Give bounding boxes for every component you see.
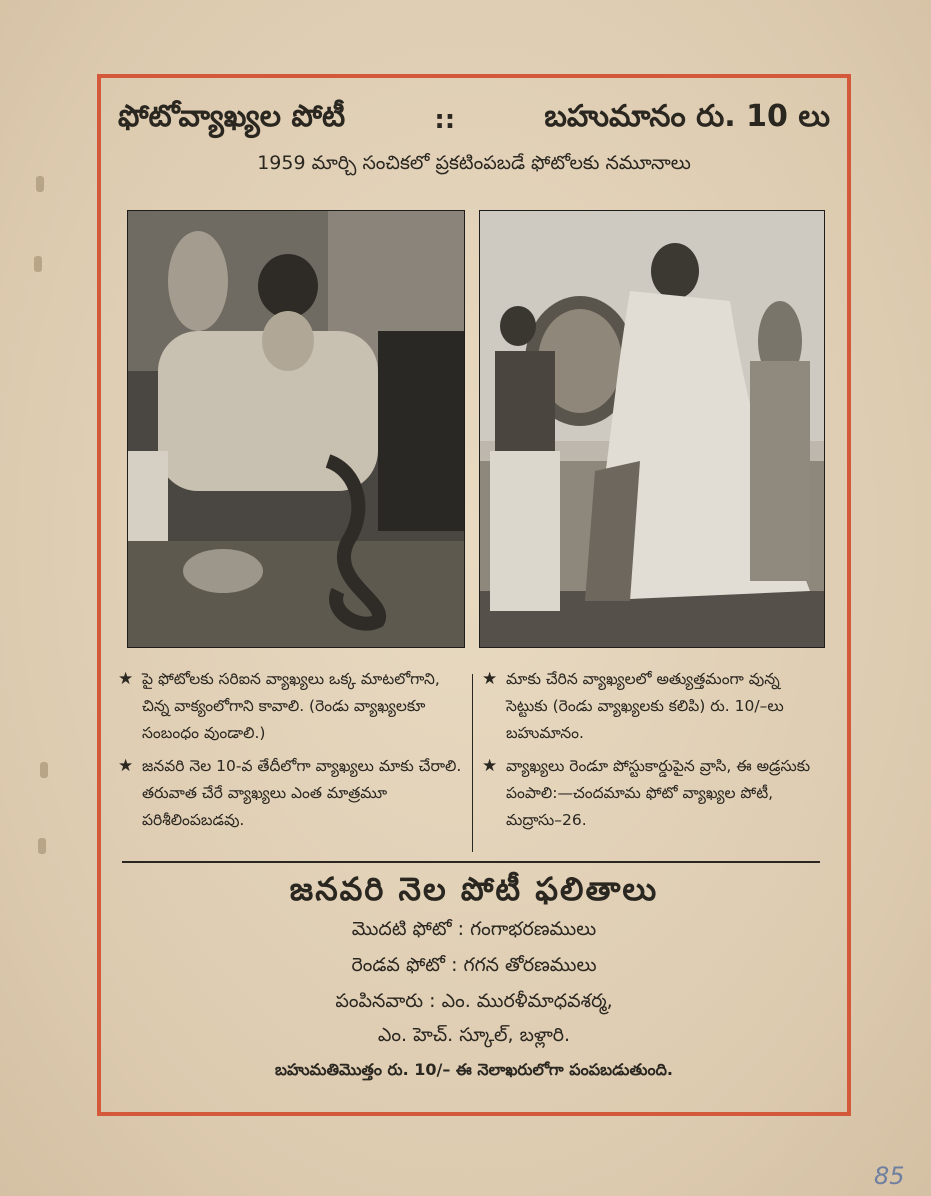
column-divider [472, 674, 473, 852]
rule-text: వ్యాఖ్యలు రెండూ పోస్టుకార్డుపైన వ్రాసి, ఈ అడ్రసుకు పంపాలి:—చందమామ ఫోటో వ్యాఖ్యల పోటీ, మద్రాసు–26. [506, 757, 811, 829]
page-number: 85 [874, 1162, 905, 1190]
star-icon: ★ [482, 669, 498, 689]
section-divider [122, 861, 820, 863]
prize-total-note: బహుమతిమొత్తం రు. 10/– ఈ నెలాఖరులోగా పంపబడుతుంది. [275, 1060, 673, 1079]
winner-address: ఎం. హెచ్. స్కూల్, బళ్లారి. [377, 1024, 571, 1046]
contest-rules [118, 666, 830, 852]
edge-stain [40, 762, 48, 778]
first-photo-result: మొదటి ఫోటో : గంగాభరణములు [351, 918, 597, 940]
rules-left-column [118, 666, 462, 840]
edge-stain [34, 256, 42, 272]
rule-text: జనవరి నెల 10-వ తేదీలోగా వ్యాఖ్యలు మాకు చేరాలి. తరువాత చేరే వ్యాఖ్యలు ఎంత మాత్రమూ పరిశీలింపబడవు. [142, 757, 462, 829]
snake-charmer-photo [127, 210, 465, 648]
star-icon: ★ [118, 669, 134, 689]
edge-stain [38, 838, 46, 854]
rule-item [118, 666, 462, 747]
results-title: జనవరి నెల పోటీ ఫలితాలు [289, 870, 659, 908]
second-photo-result: రెండవ ఫోటో : గగన తోరణములు [351, 954, 597, 976]
star-icon: ★ [118, 756, 134, 776]
rule-item [482, 666, 826, 747]
contest-title: ఫోటోవ్యాఖ్యల పోటీ [118, 99, 346, 134]
drum-dancers-photo [479, 210, 825, 648]
header-separator: :: [434, 105, 456, 135]
rule-text: మాకు చేరిన వ్యాఖ్యలలో అత్యుత్తమంగా వున్న సెట్టుకు (రెండు వ్యాఖ్యలకు కలిపి) రు. 10/–లు బహుమానం. [506, 670, 784, 742]
star-icon: ★ [482, 756, 498, 776]
rule-item [118, 753, 462, 834]
prize-amount: బహుమానం రు. 10 లు [544, 99, 830, 134]
contest-header [118, 95, 830, 145]
photo-sample-caption: 1959 మార్చి సంచికలో ప్రకటింపబడే ఫోటోలకు నమూనాలు [257, 152, 691, 174]
rules-right-column [482, 666, 826, 840]
rule-text: పై ఫోటోలకు సరిఐన వ్యాఖ్యలు ఒక్క మాటలోగాని, చిన్న వాక్యంలోగాని కావాలి. (రెండు వ్యాఖ్యలకూ సంబంధం వుండాలి.) [142, 670, 440, 742]
winner-name: పంపినవారు : ఎం. మురళీమాధవశర్మ, [335, 990, 613, 1012]
rule-item [482, 753, 826, 834]
edge-stain [36, 176, 44, 192]
